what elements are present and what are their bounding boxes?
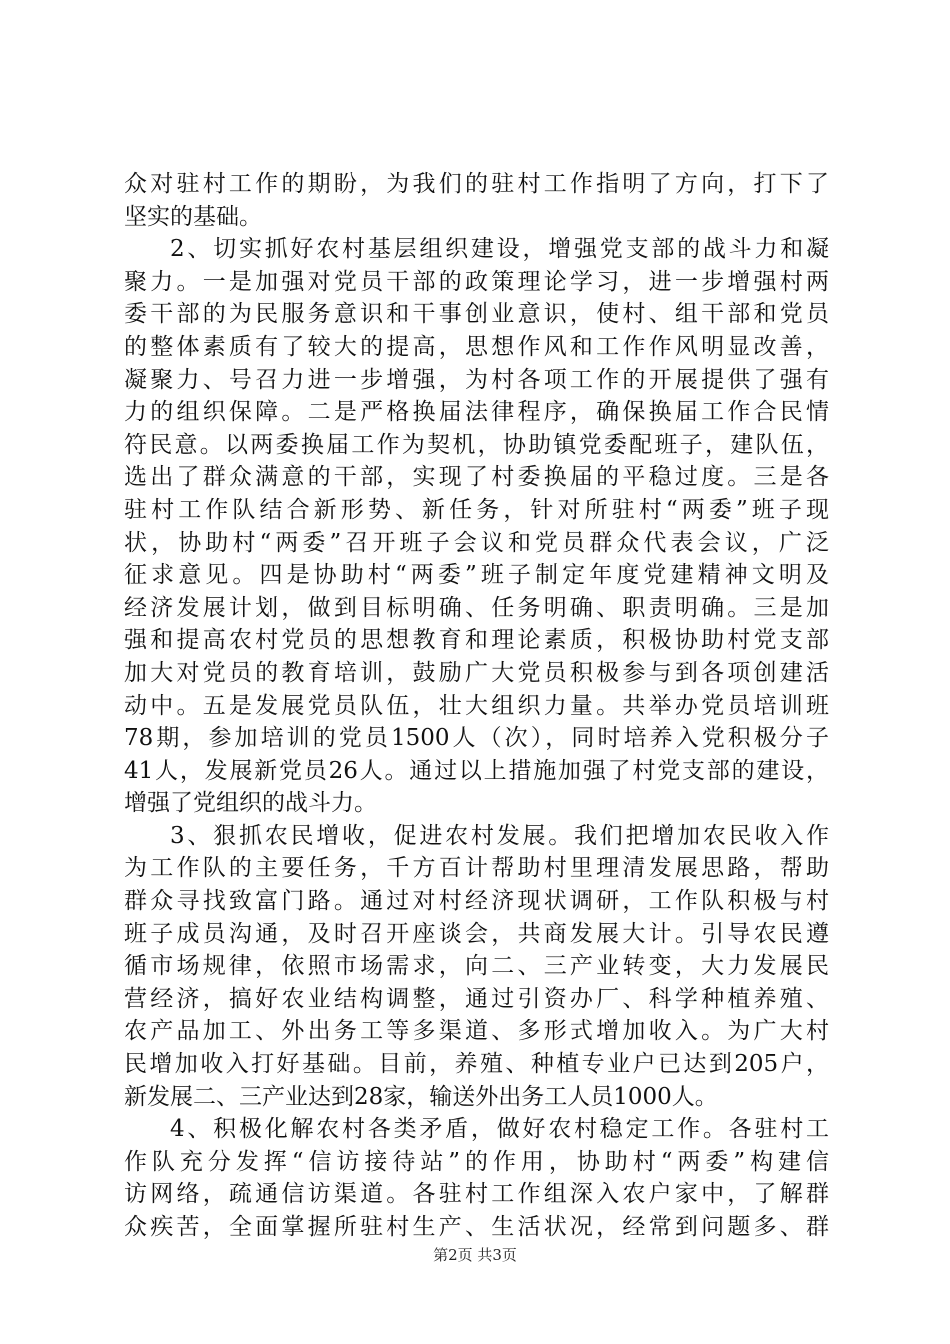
text-line: 动中。五是发展党员队伍，壮大组织力量。共举办党员培训班 [124, 692, 829, 719]
text-line: 78期，参加培训的党员1500人（次），同时培养入党积极分子 [124, 725, 829, 752]
text-line: 新发展二、三产业达到28家，输送外出务工人员1000人。 [124, 1083, 718, 1110]
text-line: 班子成员沟通，及时召开座谈会，共商发展大计。引导农民遵 [124, 920, 829, 947]
text-line: 群众寻找致富门路。通过对村经济现状调研，工作队积极与村 [124, 888, 829, 915]
text-line: 农产品加工、外出务工等多渠道、多形式增加收入。为广大村 [124, 1018, 829, 1045]
text-line: 强和提高农村党员的思想教育和理论素质，积极协助村党支部 [124, 627, 829, 654]
text-line: 众对驻村工作的期盼，为我们的驻村工作指明了方向，打下了 [124, 171, 829, 197]
text-line: 凝聚力、号召力进一步增强，为村各项工作的开展提供了强有 [124, 366, 829, 393]
text-line: 经济发展计划，做到目标明确、任务明确、职责明确。三是加 [124, 594, 829, 621]
text-line: 的整体素质有了较大的提高，思想作风和工作作风明显改善， [124, 333, 829, 360]
text-line: 增强了党组织的战斗力。 [124, 790, 377, 817]
text-line: 委干部的为民服务意识和干事创业意识，使村、组干部和党员 [124, 301, 829, 328]
text-line: 41人，发展新党员26人。通过以上措施加强了村党支部的建设， [124, 757, 829, 784]
text-line: 为工作队的主要任务，千方百计帮助村里理清发展思路，帮助 [124, 855, 829, 882]
text-line: 加大对党员的教育培训，鼓励广大党员积极参与到各项创建活 [124, 659, 829, 686]
text-line: 作队充分发挥“信访接待站”的作用，协助村“两委”构建信 [124, 1148, 829, 1175]
text-line: 征求意见。四是协助村“两委”班子制定年度党建精神文明及 [124, 562, 829, 589]
text-line: 符民意。以两委换届工作为契机，协助镇党委配班子，建队伍， [124, 431, 829, 458]
document-body [124, 168, 829, 1244]
text-line: 驻村工作队结合新形势、新任务，针对所驻村“两委”班子现 [124, 496, 829, 523]
text-line: 众疾苦，全面掌握所驻村生产、生活状况，经常到问题多、群 [124, 1214, 829, 1240]
text-line: 选出了群众满意的干部，实现了村委换届的平稳过度。三是各 [124, 464, 829, 491]
text-line: 民增加收入打好基础。目前，养殖、种植专业户已达到205户， [124, 1051, 829, 1078]
paragraph-first-line: 4、积极化解农村各类矛盾，做好农村稳定工作。各驻村工 [170, 1116, 829, 1143]
text-line: 状，协助村“两委”召开班子会议和党员群众代表会议，广泛 [124, 529, 829, 556]
text-line: 力的组织保障。二是严格换届法律程序，确保换届工作合民情 [124, 399, 829, 426]
paragraph-first-line: 3、狠抓农民增收，促进农村发展。我们把增加农民收入作 [170, 822, 829, 849]
text-line: 坚实的基础。 [124, 203, 262, 230]
text-line: 访网络，疏通信访渠道。各驻村工作组深入农户家中，了解群 [124, 1181, 829, 1208]
text-line: 循市场规律，依照市场需求，向二、三产业转变，大力发展民 [124, 953, 829, 980]
text-line: 聚力。一是加强对党员干部的政策理论学习，进一步增强村两 [124, 268, 829, 295]
page-footer: 第2页 共3页 [433, 1246, 517, 1264]
paragraph-first-line: 2、切实抓好农村基层组织建设，增强党支部的战斗力和凝 [170, 236, 829, 263]
text-line: 营经济，搞好农业结构调整，通过引资办厂、科学种植养殖、 [124, 985, 829, 1012]
